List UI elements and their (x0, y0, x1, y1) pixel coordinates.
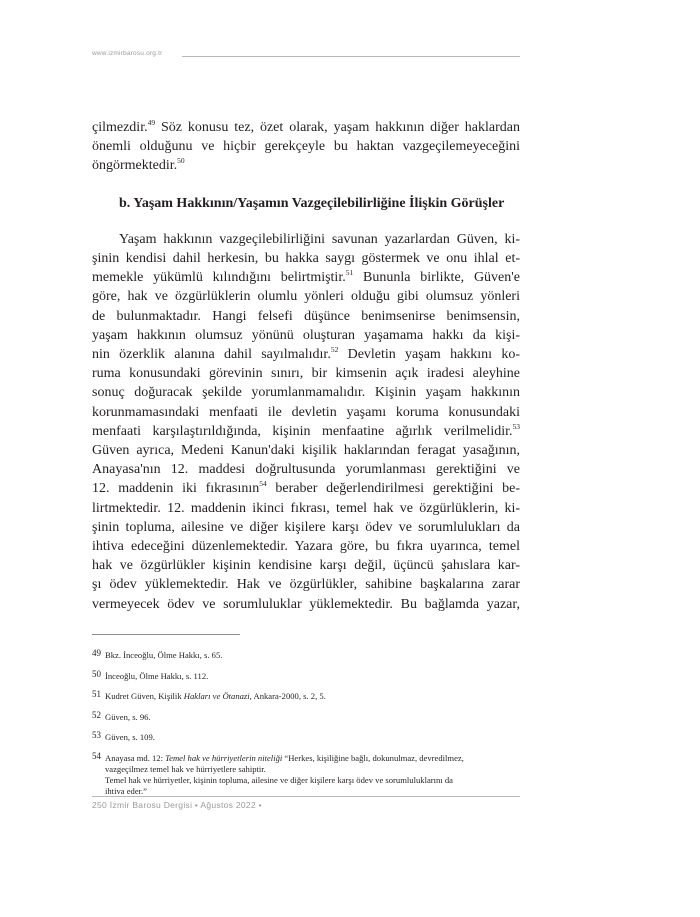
footnote-ref[interactable]: 53 (512, 421, 520, 431)
footnotes (92, 650, 520, 797)
footnote-item (92, 709, 520, 723)
footnote-item (92, 732, 520, 743)
text-line: nin özerklik alanına dahil sayılmalıdır.$^{52}$ Devletin yaşam hakkını ko- (92, 344, 520, 363)
text-line: Yaşam hakkının vazgeçilebilirliğini savunan yazarlardan Güven, ki- (119, 231, 520, 247)
footnote-continuation: Temel hak ve hürriyetler, kişinin topluma, ailesine ve diğer kişilere karşı ödev ve sorumluluklarını da (105, 774, 453, 785)
footnote-ref[interactable]: 50 (177, 156, 185, 166)
page-footer (92, 796, 520, 816)
text-line: sonuç doğuracak şekilde yorumlanmamalıdır. Kişinin yaşam hakkının (92, 385, 520, 401)
text-line: şinin topluma, ailesine ve diğer kişilere karşı ödev ve sorumlulukları da (92, 519, 520, 535)
text-line: Anayasa'nın 12. maddesi doğrultusunda yorumlanması gerektiğini ve (92, 462, 520, 478)
footnote-ref[interactable]: 54 (259, 479, 267, 489)
footnote-number: 52 (92, 709, 101, 720)
main-text (92, 118, 520, 614)
footnote-text: Anayasa md. 12: (105, 752, 166, 763)
text-line: menfaati karşılaştırıldığında, kişinin menfaatine ağırlık verilmelidir.$^{53}$ (92, 421, 520, 439)
text-line: çilmezdir.$^{49}$ Söz konusu tez, özet olarak, yaşam hakkının diğer haklardan (92, 117, 520, 135)
footnote-ref[interactable]: 49 (147, 117, 156, 127)
intro-paragraph (92, 118, 520, 176)
footnote-text: Güven, s. 109. (105, 732, 155, 742)
text-line: şı ödev yüklemektedir. Hak ve özgürlükler, sahibine başkalarına zarar (92, 577, 520, 593)
footnote-text: Bkz. İnceoğlu, Ölme Hakkı, s. 65. (105, 650, 223, 660)
text-line: yaşam hakkının olumsuz yönünü oluşturan yaşamama hakkı da kişi- (92, 327, 520, 343)
footnote-number: 49 (92, 648, 101, 658)
text-line: ruma konusundaki görevinin sınırı, bir kimsenin açık iradesi aleyhine (92, 366, 520, 382)
footnote-item (92, 750, 520, 797)
text-line: hak ve özgürlükler kişinin kendisine karşı değil, üçüncü şahıslara kar- (92, 558, 520, 574)
footnote-number: 51 (92, 689, 101, 699)
footnote-text: Güven, s. 96. (105, 711, 151, 722)
footnote-separator (92, 634, 240, 635)
footnote-item (92, 650, 520, 661)
text-line: göre, hak ve özgürlüklerin olumlu yönleri olduğu gibi olumsuz yönleri (92, 289, 520, 305)
text-line: Güven ayrıca, Medeni Kanun'daki kişilik haklarından feragat yasağının, (92, 443, 520, 459)
footnote-number: 53 (92, 730, 101, 740)
page-header (92, 50, 520, 70)
body-paragraph (92, 230, 520, 614)
footer-text: 250 İzmir Barosu Dergisi • Ağustos 2022 • (92, 800, 262, 810)
text-line: öngörmektedir.$^{50}$ (92, 156, 185, 174)
footnote-item (92, 668, 520, 682)
header-rule (182, 56, 520, 57)
section-heading: b. Yaşam Hakkının/Yaşamın Vazgeçilebilirliğine İlişkin Görüşler (119, 195, 505, 211)
footnote-italic-title: Temel hak ve hürriyetlerin niteliği (165, 752, 283, 763)
text-line: önemli olduğunu ve hiçbir gerekçeyle bu haktan vazgeçilemeyeceğini (92, 139, 520, 155)
footnote-continuation: ihtiva eder.” (105, 785, 147, 796)
footnote-text: İnceoğlu, Ölme Hakkı, s. 112. (105, 670, 209, 681)
text-line: ihtiva edeceğini düzenlemektedir. Yazara göre, bu fıkra uyarınca, temel (92, 539, 520, 555)
footnote-italic-title: Hakları ve Ötanazi (183, 691, 250, 701)
footnote-text: Kudret Güven, Kişilik (105, 691, 184, 701)
text-line: memekle yükümlü kılındığını belirtmiştir.$^{51}$ Bununla birlikte, Güven'e (92, 268, 520, 286)
footnote-number: 54 (92, 750, 101, 761)
header-url: www.izmirbarosu.org.tr (92, 50, 163, 57)
text-line: vermeyecek ödev ve sorumluluklar yüklemektedir. Bu bağlamda yazar, (92, 596, 520, 612)
text-line: de bulunmaktadır. Hangi felsefi düşünce benimsenirse benimsensin, (92, 308, 520, 324)
footnote-item (92, 691, 520, 702)
text-line: şinin kendisi dahil herkesin, bu hakka saygı göstermek ve onu ihlal et- (92, 251, 520, 267)
text-line: korunmamasındaki menfaati ile devletin yaşamı koruma konusundaki (92, 404, 520, 420)
footnote-number: 50 (92, 668, 101, 679)
text-line: lirtmektedir. 12. maddenin ikinci fıkrası, temel hak ve özgürlüklerin, ki- (92, 500, 520, 516)
footnote-continuation: vazgeçilmez temel hak ve hürriyetlere sahiptir. (105, 763, 266, 774)
text-line: 12. maddenin iki fıkrasının$^{54}$ beraber değerlendirilmesi gerektiğini be- (92, 479, 520, 497)
footer-rule (92, 796, 520, 797)
footnote-ref[interactable]: 52 (330, 344, 339, 354)
footnote-text: “Herkes, kişiliğine bağlı, dokunulmaz, devredilmez, (282, 752, 464, 763)
footnote-text: , Ankara-2000, s. 2, 5. (249, 691, 326, 701)
footnote-ref[interactable]: 51 (345, 268, 354, 278)
